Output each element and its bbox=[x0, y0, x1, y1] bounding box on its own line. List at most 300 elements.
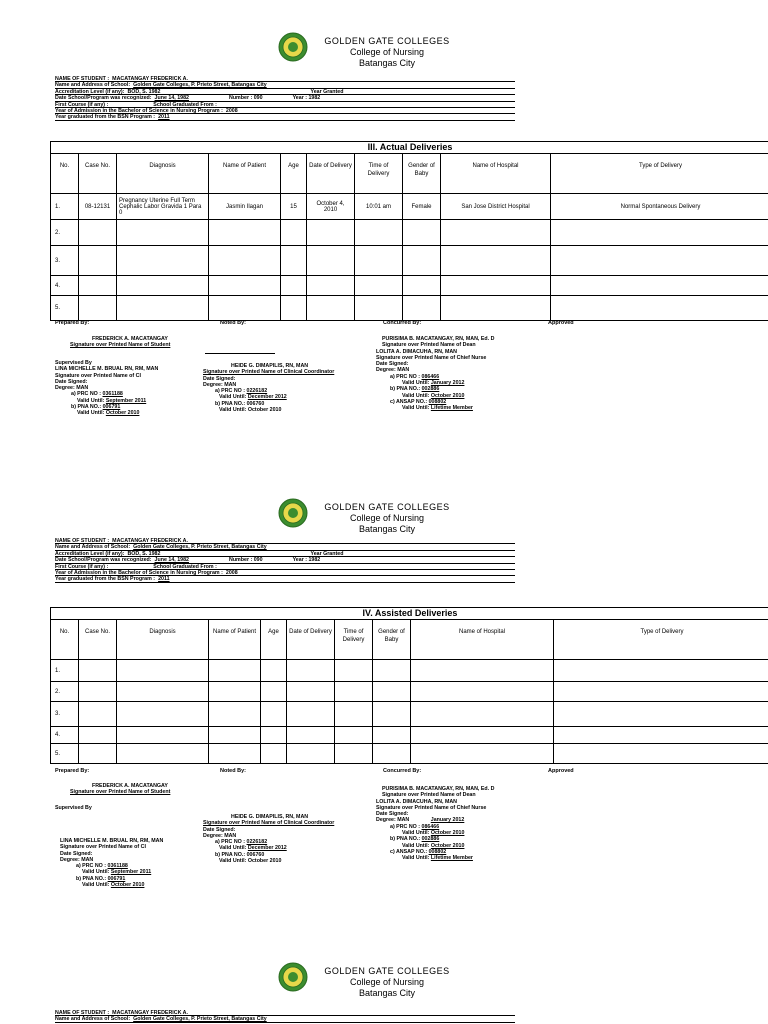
table-cell bbox=[355, 296, 403, 321]
table-cell bbox=[551, 296, 768, 321]
ci-date-signed: Date Signed: bbox=[55, 378, 88, 385]
table-cell bbox=[411, 702, 554, 727]
year-label-2: Year : 1982 bbox=[292, 557, 321, 564]
accred-value: BOD, S. 1982 bbox=[127, 88, 161, 95]
table-cell bbox=[373, 744, 411, 764]
chief-degree: Degree: MAN bbox=[376, 367, 410, 374]
assisted-col-header: Name of Hospital bbox=[411, 620, 554, 660]
table-cell bbox=[209, 246, 281, 276]
blank-sig-line bbox=[205, 353, 275, 354]
chief-pna-label-2: b) PNA NO.: bbox=[390, 836, 421, 843]
actual-col-header: Name of Hospital bbox=[441, 154, 551, 194]
table-cell bbox=[79, 296, 117, 321]
assisted-col-header: Time of Delivery bbox=[335, 620, 373, 660]
table-cell bbox=[411, 660, 554, 682]
table-cell bbox=[209, 682, 261, 702]
table-cell: Female bbox=[403, 194, 441, 220]
admission-value: 2008 bbox=[225, 107, 238, 114]
supervised-label-2: Supervised By bbox=[55, 805, 92, 811]
ci-prc-valid: September 2011 bbox=[105, 397, 147, 404]
coord-degree-2: Degree: MAN bbox=[203, 832, 237, 839]
ci-prc-valid-2: September 2011 bbox=[110, 869, 152, 876]
ci-block-2 bbox=[60, 838, 163, 888]
name-label-2: NAME OF STUDENT : bbox=[55, 538, 110, 544]
table-cell bbox=[79, 246, 117, 276]
actual-col-header: Time of Delivery bbox=[355, 154, 403, 194]
table-cell bbox=[554, 682, 768, 702]
college-heading bbox=[312, 36, 462, 69]
chief-date-signed: Date Signed: bbox=[376, 361, 409, 368]
student-name-3: MACATANGAY FREDERICK A. bbox=[112, 1010, 188, 1016]
table-cell bbox=[209, 744, 261, 764]
chief-degree-valid-2: January 2012 bbox=[430, 817, 465, 824]
dean-name-2: PURISIMA B. MACATANGAY, RN, MAN, Ed. D bbox=[382, 786, 495, 792]
table-cell bbox=[79, 220, 117, 246]
chief-anp: 008802 bbox=[428, 398, 447, 405]
table-cell bbox=[287, 727, 335, 744]
assisted-col-header: Gender of Baby bbox=[373, 620, 411, 660]
coord-prc-label-2: a) PRC NO : bbox=[215, 839, 246, 846]
coord-name: HEIDE G. DIMAPILIS, RN, MAN bbox=[231, 363, 309, 369]
student-sig-caption-2: Signature over Printed Name of Student bbox=[70, 789, 171, 796]
actual-col-header: Case No. bbox=[79, 154, 117, 194]
approved-label: Approved bbox=[548, 320, 574, 326]
college-name-2: GOLDEN GATE COLLEGES bbox=[324, 502, 450, 512]
ci-name-2: LINA MICHELLE M. BRUAL RN, RM, MAN bbox=[60, 838, 164, 844]
row-number: 2. bbox=[51, 682, 79, 702]
table-cell bbox=[79, 276, 117, 296]
coord-pna-2: 006760 bbox=[246, 851, 265, 858]
table-cell bbox=[117, 702, 209, 727]
school-label-3: Name and Address of School: bbox=[55, 1016, 131, 1023]
accred-value-2: BOD, S. 1982 bbox=[127, 550, 161, 557]
table-cell bbox=[554, 660, 768, 682]
table-row bbox=[51, 744, 768, 764]
chief-anp-valid-label: Valid Until: bbox=[402, 405, 430, 412]
table-row bbox=[51, 194, 768, 220]
table-cell bbox=[117, 296, 209, 321]
college-name-3: GOLDEN GATE COLLEGES bbox=[324, 966, 450, 976]
table-cell bbox=[411, 744, 554, 764]
ci-pna-valid: October 2010 bbox=[105, 410, 140, 417]
actual-col-header: Diagnosis bbox=[117, 154, 209, 194]
actual-col-header: No. bbox=[51, 154, 79, 194]
assisted-col-header: Name of Patient bbox=[209, 620, 261, 660]
graduated-label: Year graduated from the BSN Program : bbox=[55, 114, 156, 121]
ci-prc-label-2: a) PRC NO : bbox=[76, 863, 107, 870]
page-header bbox=[0, 30, 768, 76]
coord-pna-valid-label: Valid Until: bbox=[219, 407, 247, 414]
table-row bbox=[51, 660, 768, 682]
chief-prc-valid-label-2: Valid Until: bbox=[402, 830, 430, 837]
coord-pna-valid: October 2010 bbox=[247, 407, 282, 414]
college-seal-icon bbox=[278, 32, 308, 62]
student-sig-name: FREDERICK A. MACATANGAY bbox=[92, 336, 168, 342]
row-number: 5. bbox=[51, 296, 79, 321]
form-page-actual bbox=[0, 30, 768, 417]
college-seal-icon bbox=[278, 498, 308, 528]
coord-date-signed: Date Signed: bbox=[203, 375, 236, 382]
form-page-assisted bbox=[0, 496, 768, 889]
admission-label-2: Year of Admission in the Bachelor of Science in Nursing Program : bbox=[55, 569, 223, 576]
college-dept-3: College of Nursing bbox=[349, 977, 425, 987]
concurred-by-label: Concurred By: bbox=[383, 320, 422, 326]
table-cell bbox=[209, 727, 261, 744]
coord-prc: 0226182 bbox=[246, 388, 268, 395]
recognized-label: Date School/Program was recognized: bbox=[55, 95, 152, 102]
section-title-actual: III. Actual Deliveries bbox=[50, 141, 768, 153]
coord-pna-valid-2: October 2010 bbox=[247, 858, 282, 865]
ci-prc-valid-label: Valid Until: bbox=[77, 397, 105, 404]
row-number: 1. bbox=[51, 194, 79, 220]
prepared-by-label-2: Prepared By: bbox=[55, 768, 90, 774]
table-cell bbox=[117, 744, 209, 764]
table-cell: Normal Spontaneous Delivery bbox=[551, 194, 768, 220]
table-cell bbox=[281, 296, 307, 321]
table-cell bbox=[281, 276, 307, 296]
actual-col-header: Age bbox=[281, 154, 307, 194]
table-row bbox=[51, 682, 768, 702]
table-cell bbox=[403, 276, 441, 296]
student-info-2 bbox=[55, 538, 515, 583]
table-row bbox=[51, 296, 768, 321]
assisted-col-header: Age bbox=[261, 620, 287, 660]
table-cell bbox=[335, 702, 373, 727]
table-cell: Jasmin Ilagan bbox=[209, 194, 281, 220]
row-number: 4. bbox=[51, 276, 79, 296]
first-course-label-2: First Course (if any) : bbox=[55, 563, 109, 570]
table-cell bbox=[441, 296, 551, 321]
ci-pna-2: 006791 bbox=[107, 875, 126, 882]
table-cell bbox=[261, 744, 287, 764]
table-row bbox=[51, 727, 768, 744]
chief-pna: 002886 bbox=[421, 386, 440, 393]
noted-by-label-2: Noted By: bbox=[220, 768, 246, 774]
page-header-3 bbox=[0, 960, 768, 1006]
table-cell bbox=[307, 246, 355, 276]
table-cell bbox=[287, 744, 335, 764]
college-city-2: Batangas City bbox=[358, 524, 416, 534]
chief-degree-2: Degree: MAN bbox=[376, 817, 410, 824]
row-number: 4. bbox=[51, 727, 79, 744]
ci-degree-2: Degree: MAN bbox=[60, 856, 94, 863]
table-cell bbox=[261, 702, 287, 727]
table-cell bbox=[373, 727, 411, 744]
table-cell bbox=[355, 246, 403, 276]
student-sig-name-2: FREDERICK A. MACATANGAY bbox=[92, 783, 168, 789]
accred-label: Accreditation Level (if any): bbox=[55, 88, 125, 95]
coord-pna-label: b) PNA NO.: bbox=[215, 400, 246, 407]
coord-prc-valid: December 2012 bbox=[247, 394, 287, 401]
table-cell bbox=[209, 296, 281, 321]
coord-prc-valid-2: December 2012 bbox=[247, 845, 287, 852]
chief-anp-valid-label-2: Valid Until: bbox=[402, 855, 430, 862]
student-info-3 bbox=[55, 1010, 515, 1023]
supervised-label: Supervised By bbox=[55, 360, 92, 366]
table-cell: October 4, 2010 bbox=[307, 194, 355, 220]
page-header-2 bbox=[0, 496, 768, 542]
table-cell bbox=[551, 220, 768, 246]
table-cell bbox=[79, 682, 117, 702]
student-name: MACATANGAY FREDERICK A. bbox=[112, 76, 188, 82]
table-cell bbox=[373, 702, 411, 727]
number-label: Number : 090 bbox=[229, 95, 263, 102]
chief-anp-label-2: c) ANSAP NO.: bbox=[390, 848, 428, 855]
table-cell bbox=[261, 682, 287, 702]
ci-sig-caption-2: Signature over Printed Name of CI bbox=[60, 844, 146, 851]
assisted-deliveries-table bbox=[50, 619, 768, 764]
ci-date-signed-2: Date Signed: bbox=[60, 850, 93, 857]
ci-prc-label: a) PRC NO : bbox=[71, 391, 102, 398]
table-cell bbox=[554, 727, 768, 744]
row-number: 1. bbox=[51, 660, 79, 682]
prepared-by-label: Prepared By: bbox=[55, 320, 90, 326]
table-cell bbox=[79, 744, 117, 764]
table-cell bbox=[79, 660, 117, 682]
chief-date-signed-2: Date Signed: bbox=[376, 811, 409, 818]
college-dept: College of Nursing bbox=[349, 47, 425, 57]
table-cell bbox=[307, 296, 355, 321]
actual-col-header: Gender of Baby bbox=[403, 154, 441, 194]
table-row bbox=[51, 702, 768, 727]
table-cell: San Jose District Hospital bbox=[441, 194, 551, 220]
coord-degree: Degree: MAN bbox=[203, 381, 237, 388]
year-label: Year : 1982 bbox=[292, 95, 321, 102]
ci-block bbox=[55, 360, 158, 417]
chief-pna-valid: October 2010 bbox=[430, 392, 465, 399]
dean-chief-block bbox=[376, 336, 494, 412]
table-row bbox=[51, 276, 768, 296]
actual-col-header: Date of Delivery bbox=[307, 154, 355, 194]
table-cell bbox=[79, 702, 117, 727]
ci-sig-caption: Signature over Printed Name of CI bbox=[55, 372, 141, 379]
school-value: Golden Gate Colleges, P. Prieto Street, Batangas City bbox=[133, 82, 267, 89]
table-cell: Pregnancy Uterine Full Term Cephalic Labor Gravida 1 Para 0 bbox=[117, 194, 209, 220]
recognized-value: June 14, 1982 bbox=[154, 95, 189, 102]
chief-prc-valid: January 2012 bbox=[430, 380, 465, 387]
ci-degree: Degree: MAN bbox=[55, 385, 89, 392]
coord-pna: 006760 bbox=[246, 400, 265, 407]
assisted-col-header: Diagnosis bbox=[117, 620, 209, 660]
chief-lifetime-2: Lifetime Member bbox=[430, 855, 473, 862]
school-value-3: Golden Gate Colleges, P. Prieto Street, Batangas City bbox=[133, 1016, 267, 1023]
chief-prc-label-2: a) PRC NO : bbox=[390, 823, 421, 830]
table-cell bbox=[403, 220, 441, 246]
table-cell bbox=[355, 276, 403, 296]
dean-sig-caption: Signature over Printed Name of Dean bbox=[382, 342, 476, 349]
college-heading-3 bbox=[312, 966, 462, 999]
graduated-value-2: 2011 bbox=[158, 576, 170, 583]
number-label-2: Number : 090 bbox=[229, 557, 263, 564]
chief-sig-caption: Signature over Printed Name of Chief Nurse bbox=[376, 354, 487, 361]
table-cell bbox=[209, 660, 261, 682]
noted-by-label: Noted By: bbox=[220, 320, 246, 326]
table-cell: 08-12131 bbox=[79, 194, 117, 220]
ci-pna-label: b) PNA NO.: bbox=[71, 404, 102, 411]
table-row bbox=[51, 246, 768, 276]
chief-name-2: LOLITA A. DIMACUHA, RN, MAN bbox=[376, 798, 458, 805]
admission-label: Year of Admission in the Bachelor of Science in Nursing Program : bbox=[55, 107, 223, 114]
ci-pna-label-2: b) PNA NO.: bbox=[76, 875, 107, 882]
chief-prc-valid-label: Valid Until: bbox=[402, 380, 430, 387]
table-cell bbox=[335, 682, 373, 702]
table-cell bbox=[281, 220, 307, 246]
coord-date-signed-2: Date Signed: bbox=[203, 826, 236, 833]
table-cell bbox=[554, 702, 768, 727]
assisted-col-header: Case No. bbox=[79, 620, 117, 660]
table-cell bbox=[441, 246, 551, 276]
assisted-col-header: Date of Delivery bbox=[287, 620, 335, 660]
row-number: 3. bbox=[51, 702, 79, 727]
table-cell bbox=[117, 660, 209, 682]
school-value-2: Golden Gate Colleges, P. Prieto Street, Batangas City bbox=[133, 544, 267, 551]
assisted-col-header: No. bbox=[51, 620, 79, 660]
table-cell bbox=[411, 727, 554, 744]
table-cell bbox=[79, 727, 117, 744]
table-cell bbox=[403, 296, 441, 321]
student-sig-caption: Signature over Printed Name of Student bbox=[70, 342, 171, 349]
chief-pna-valid-label-2: Valid Until: bbox=[402, 842, 430, 849]
dean-sig-caption-2: Signature over Printed Name of Dean bbox=[382, 792, 476, 799]
chief-pna-2: 002886 bbox=[421, 836, 440, 843]
coord-sig-caption: Signature over Printed Name of Clinical Coordinator bbox=[203, 369, 335, 376]
table-cell bbox=[287, 682, 335, 702]
year-granted-label: Year Granted bbox=[310, 88, 344, 95]
ci-pna: 006791 bbox=[102, 404, 121, 411]
recognized-value-2: June 14, 1982 bbox=[154, 557, 189, 564]
college-dept-2: College of Nursing bbox=[349, 513, 425, 523]
table-cell bbox=[117, 246, 209, 276]
table-cell bbox=[281, 246, 307, 276]
ci-prc-2: 0361188 bbox=[107, 863, 128, 870]
table-cell: 15 bbox=[281, 194, 307, 220]
year-granted-label-2: Year Granted bbox=[310, 550, 344, 557]
table-cell bbox=[411, 682, 554, 702]
chief-pna-valid-label: Valid Until: bbox=[402, 392, 430, 399]
coord-prc-valid-label: Valid Until: bbox=[219, 394, 247, 401]
table-cell bbox=[335, 727, 373, 744]
graduated-label-2: Year graduated from the BSN Program : bbox=[55, 576, 156, 583]
college-city: Batangas City bbox=[358, 58, 416, 68]
college-name: GOLDEN GATE COLLEGES bbox=[324, 36, 450, 46]
coordinator-block bbox=[203, 363, 334, 413]
admission-value-2: 2008 bbox=[225, 569, 238, 576]
school-label-2: Name and Address of School: bbox=[55, 544, 131, 551]
table-cell: 10:01 am bbox=[355, 194, 403, 220]
table-cell bbox=[287, 702, 335, 727]
table-row bbox=[51, 220, 768, 246]
form-page-3 bbox=[0, 960, 768, 1023]
coord-sig-caption-2: Signature over Printed Name of Clinical Coordinator bbox=[203, 820, 335, 827]
table-cell bbox=[441, 276, 551, 296]
coord-prc-valid-label-2: Valid Until: bbox=[219, 845, 247, 852]
chief-anp-2: 008802 bbox=[428, 848, 447, 855]
coord-name-2: HEIDE G. DIMAPILIS, RN, MAN bbox=[231, 814, 309, 820]
coord-pna-valid-label-2: Valid Until: bbox=[219, 858, 247, 865]
first-course-label: First Course (if any) : bbox=[55, 101, 109, 108]
table-cell bbox=[335, 744, 373, 764]
school-grad-label: School Graduated From : bbox=[153, 101, 217, 108]
graduated-value: 2011 bbox=[158, 114, 170, 121]
row-number: 5. bbox=[51, 744, 79, 764]
coord-pna-label-2: b) PNA NO.: bbox=[215, 851, 246, 858]
table-cell bbox=[117, 682, 209, 702]
ci-pna-valid-label-2: Valid Until: bbox=[82, 882, 110, 889]
table-cell bbox=[335, 660, 373, 682]
table-cell bbox=[209, 276, 281, 296]
table-cell bbox=[261, 660, 287, 682]
table-cell bbox=[209, 702, 261, 727]
chief-sig-caption-2: Signature over Printed Name of Chief Nurse bbox=[376, 804, 487, 811]
college-heading-2 bbox=[312, 502, 462, 535]
table-cell bbox=[554, 744, 768, 764]
table-cell bbox=[287, 660, 335, 682]
row-number: 2. bbox=[51, 220, 79, 246]
college-city-3: Batangas City bbox=[358, 988, 416, 998]
section-title-assisted: IV. Assisted Deliveries bbox=[50, 607, 768, 619]
dean-name: PURISIMA B. MACATANGAY, RN, MAN, Ed. D bbox=[382, 336, 495, 342]
chief-prc-2: 086466 bbox=[421, 823, 440, 830]
table-cell bbox=[373, 660, 411, 682]
actual-col-header: Type of Delivery bbox=[551, 154, 768, 194]
ci-name: LINA MICHELLE M. BRUAL RN, RM, MAN bbox=[55, 366, 159, 373]
chief-pna-valid-2: October 2010 bbox=[430, 842, 465, 849]
coord-prc-label: a) PRC NO : bbox=[215, 388, 246, 395]
ci-pna-valid-label: Valid Until: bbox=[77, 410, 105, 417]
table-cell bbox=[307, 276, 355, 296]
row-number: 3. bbox=[51, 246, 79, 276]
ci-pna-valid-2: October 2010 bbox=[110, 882, 145, 889]
table-cell bbox=[117, 220, 209, 246]
concurred-by-label-2: Concurred By: bbox=[383, 768, 422, 774]
table-cell bbox=[307, 220, 355, 246]
assisted-col-header: Type of Delivery bbox=[554, 620, 768, 660]
name-label: NAME OF STUDENT : bbox=[55, 76, 110, 82]
student-signature bbox=[70, 336, 170, 349]
chief-prc: 086466 bbox=[421, 373, 440, 380]
dean-chief-block-2 bbox=[376, 786, 494, 862]
chief-pna-label: b) PNA NO.: bbox=[390, 386, 421, 393]
table-cell bbox=[551, 246, 768, 276]
table-cell bbox=[117, 276, 209, 296]
student-name-2: MACATANGAY FREDERICK A. bbox=[112, 538, 188, 544]
table-cell bbox=[117, 727, 209, 744]
table-cell bbox=[261, 727, 287, 744]
table-cell bbox=[441, 220, 551, 246]
ci-prc: 0361188 bbox=[102, 391, 123, 398]
chief-prc-label: a) PRC NO : bbox=[390, 373, 421, 380]
table-cell bbox=[551, 276, 768, 296]
chief-name: LOLITA A. DIMACUHA, RN, MAN bbox=[376, 348, 458, 355]
student-info bbox=[55, 76, 515, 121]
approved-label-2: Approved bbox=[548, 768, 574, 774]
school-label: Name and Address of School: bbox=[55, 82, 131, 89]
college-seal-icon bbox=[278, 962, 308, 992]
table-cell bbox=[373, 682, 411, 702]
chief-anp-label: c) ANSAP NO.: bbox=[390, 398, 428, 405]
chief-lifetime: Lifetime Member bbox=[430, 405, 473, 412]
school-grad-label-2: School Graduated From : bbox=[153, 563, 217, 570]
name-label-3: NAME OF STUDENT : bbox=[55, 1010, 110, 1016]
table-cell bbox=[403, 246, 441, 276]
coord-prc-2: 0226182 bbox=[246, 839, 268, 846]
ci-prc-valid-label-2: Valid Until: bbox=[82, 869, 110, 876]
recognized-label-2: Date School/Program was recognized: bbox=[55, 557, 152, 564]
chief-prc-valid-2: October 2010 bbox=[430, 830, 465, 837]
table-cell bbox=[209, 220, 281, 246]
accred-label-2: Accreditation Level (if any): bbox=[55, 550, 125, 557]
table-cell bbox=[355, 220, 403, 246]
